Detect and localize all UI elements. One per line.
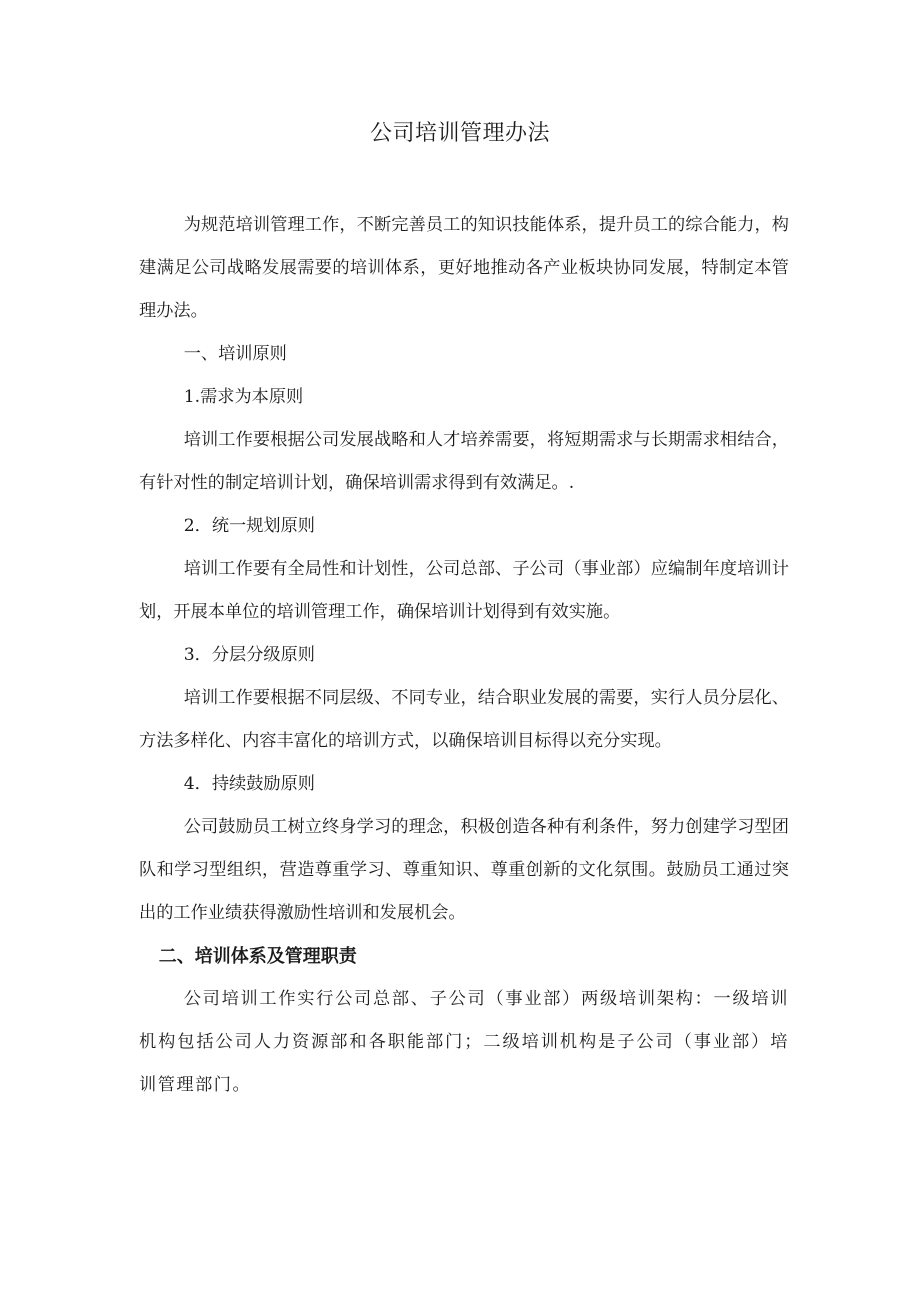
document-title: 公司培训管理办法	[369, 121, 550, 146]
principle-4-heading: 4．持续鼓励原则	[183, 774, 315, 794]
section-1-heading: 一、培训原则	[183, 344, 287, 364]
principle-2-heading: 2．统一规划原则	[183, 516, 315, 536]
principle-3-body: 培训工作要根据不同层级、不同专业，结合职业发展的需要，实行人员分层化、方法多样化、内容丰富化的培训方式，以确保培训目标得以充分实现。	[139, 688, 789, 751]
intro-paragraph: 为规范培训管理工作，不断完善员工的知识技能体系，提升员工的综合能力，构建满足公司战略发展需要的培训体系，更好地推动各产业板块协同发展，特制定本管理办法。	[139, 215, 789, 321]
principle-1-heading: 1.需求为本原则	[183, 387, 304, 407]
principle-2-body: 培训工作要有全局性和计划性，公司总部、子公司（事业部）应编制年度培训计划，开展本单位的培训管理工作，确保培训计划得到有效实施。	[139, 559, 789, 622]
section-2-heading: 二、培训体系及管理职责	[158, 946, 357, 967]
section-2-body: 公司培训工作实行公司总部、子公司（事业部）两级培训架构：一级培训机构包括公司人力资源部和各职能部门；二级培训机构是子公司（事业部）培训管理部门。	[139, 989, 789, 1095]
document-body	[139, 204, 789, 1107]
principle-4-body: 公司鼓励员工树立终身学习的理念，积极创造各种有利条件，努力创建学习型团队和学习型组织，营造尊重学习、尊重知识、尊重创新的文化氛围。鼓励员工通过突出的工作业绩获得激励性培训和发展机会。	[139, 817, 789, 923]
principle-3-heading: 3．分层分级原则	[183, 645, 315, 665]
principle-1-body: 培训工作要根据公司发展战略和人才培养需要，将短期需求与长期需求相结合，有针对性的制定培训计划，确保培训需求得到有效满足。.	[139, 430, 789, 493]
